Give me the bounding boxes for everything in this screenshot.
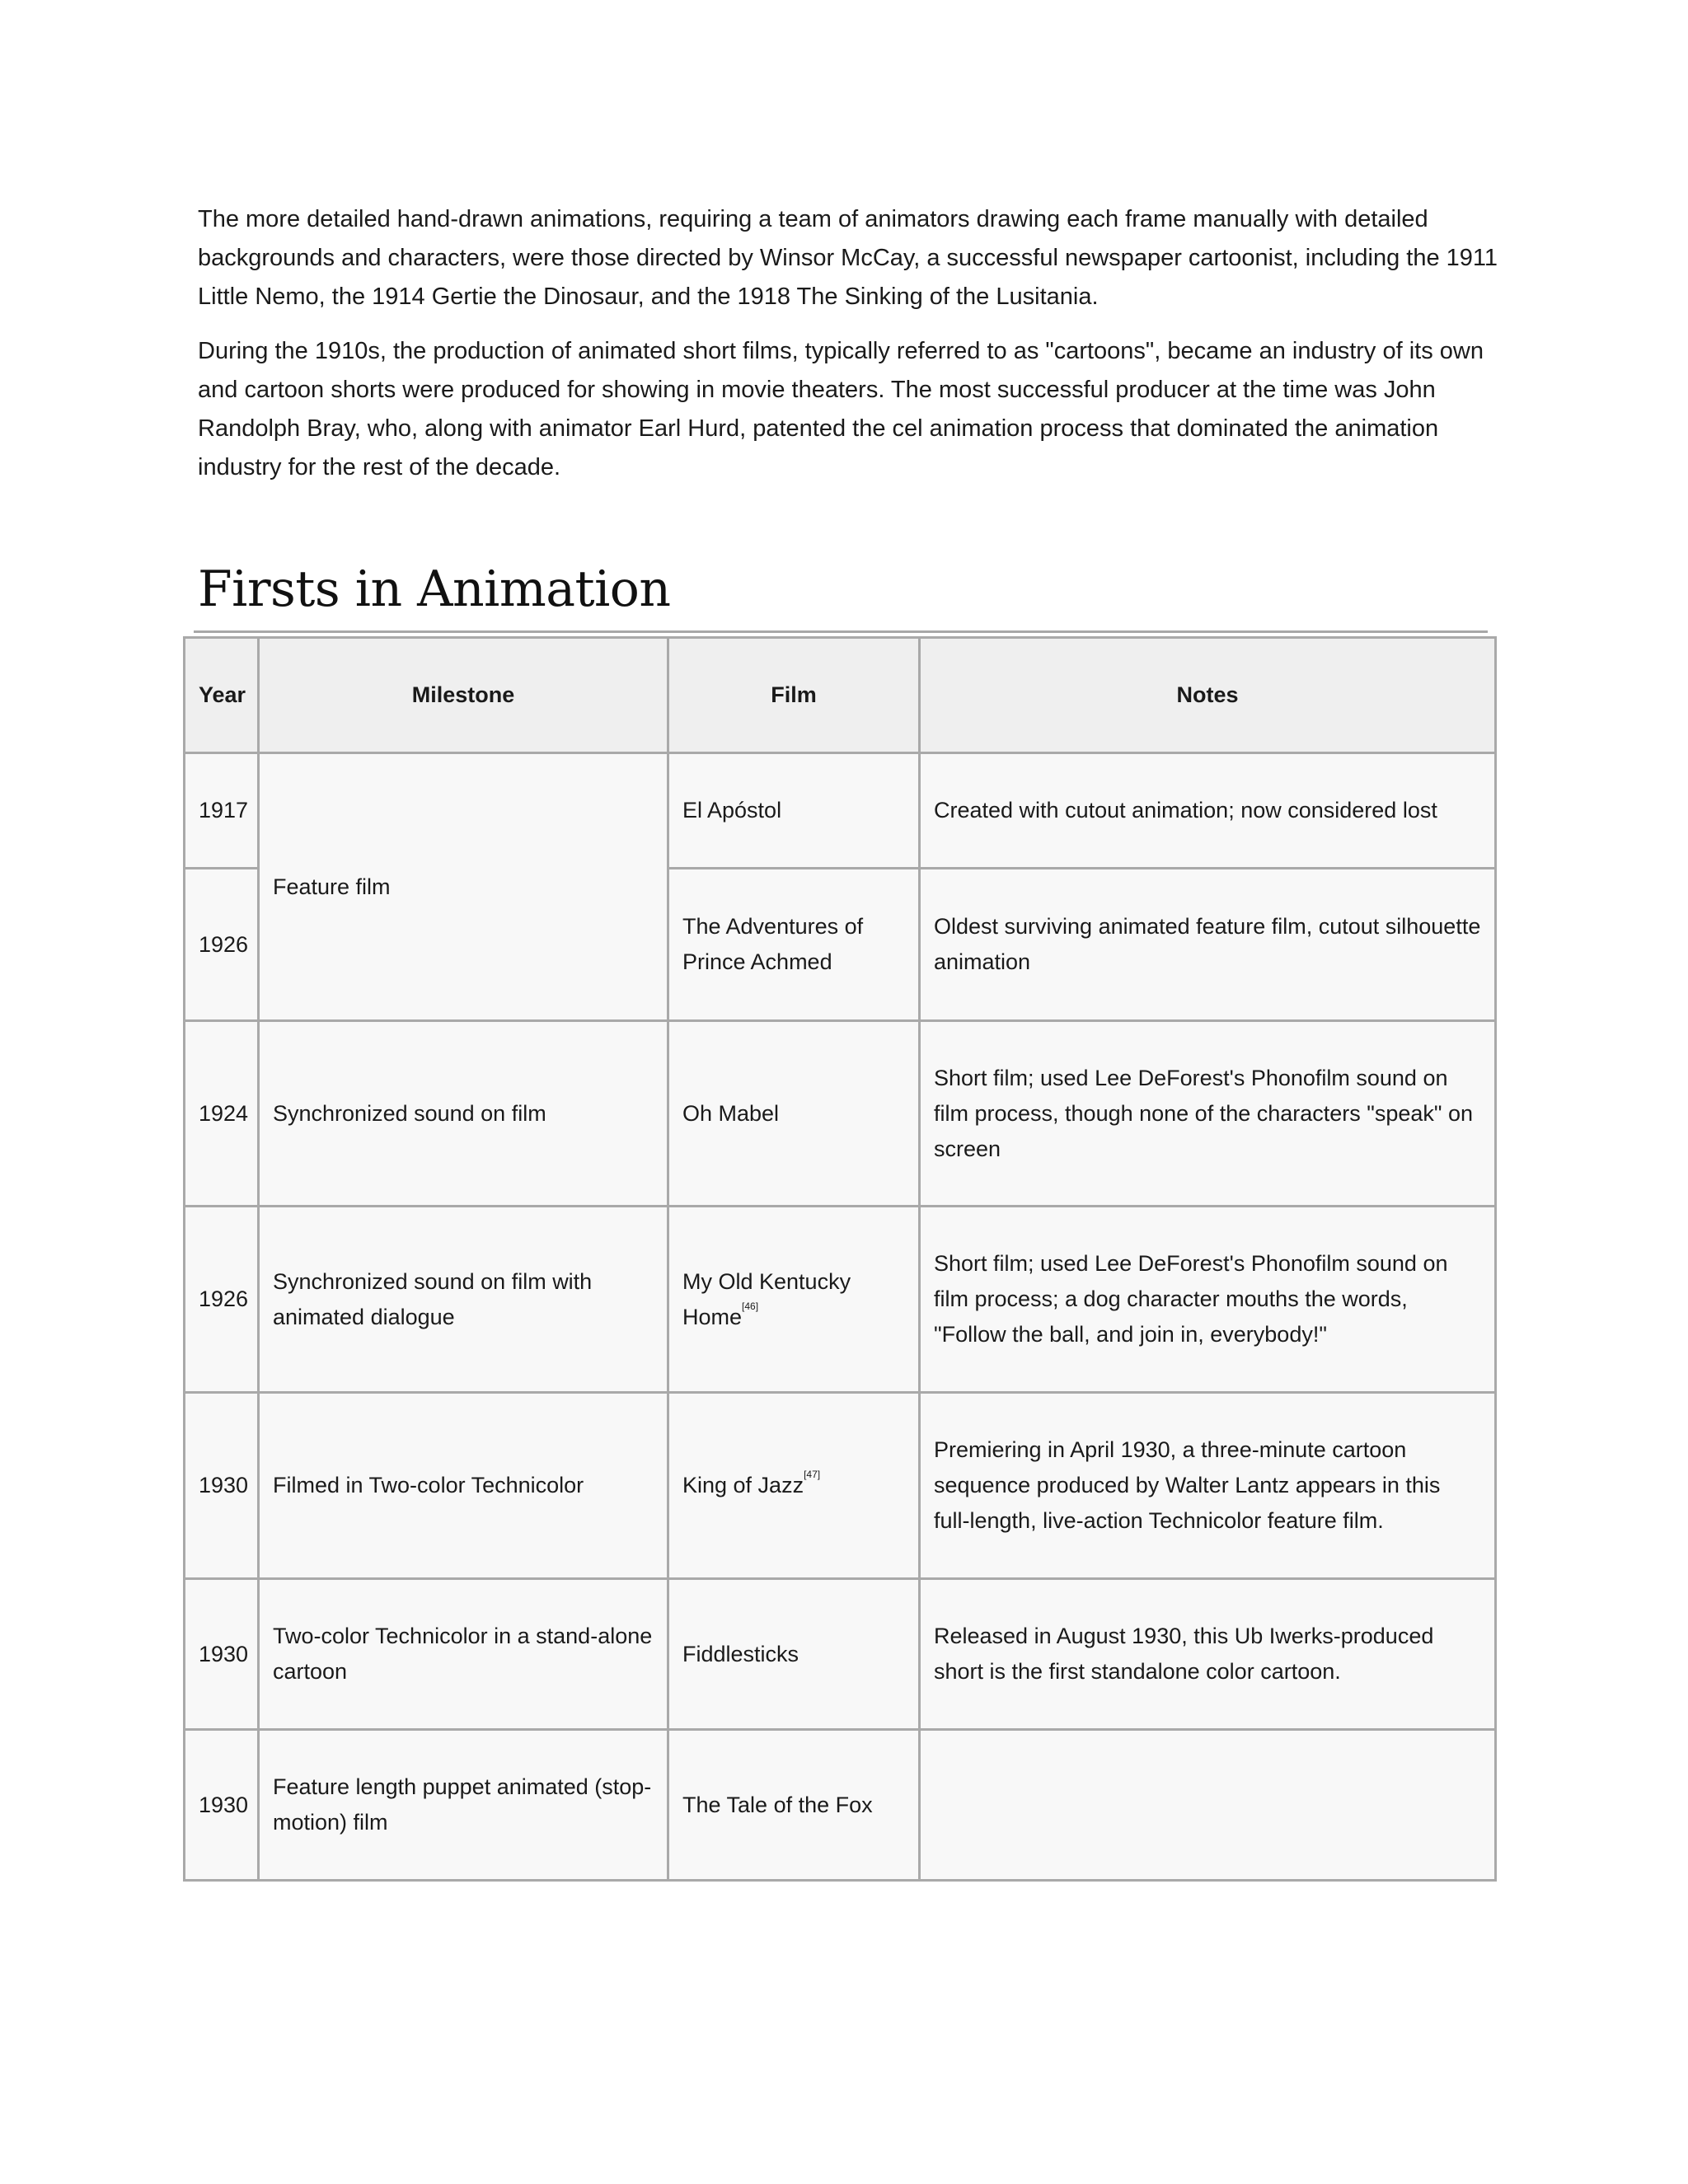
cell-milestone: Synchronized sound on film with animated dialogue [259,1207,668,1393]
header-film: Film [668,638,920,753]
cell-notes: Short film; used Lee DeForest's Phonofilm sound on film process, though none of the characters "speak" on screen [920,1021,1496,1207]
cell-year: 1926 [185,869,259,1021]
section-heading: Firsts in Animation [198,560,671,618]
cell-milestone: Feature length puppet animated (stop-motion) film [259,1730,668,1881]
cell-film [668,1207,920,1393]
cell-milestone: Feature film [259,753,668,1021]
header-year: Year [185,638,259,753]
firsts-table [183,636,1497,1882]
intro-paragraph-2: During the 1910s, the production of animated short films, typically referred to as "cartoons", became an industry of its own and cartoon shorts were produced for showing in movie theaters. The most successful producer at the time was John Randolph Bray, who, along with animator Earl Hurd, patented the cel animation process that dominated the animation industry for the rest of the decade. [198,338,1484,480]
table-row [185,1021,1496,1207]
table-row [185,1393,1496,1579]
table-row [185,1730,1496,1881]
cell-year: 1930 [185,1579,259,1730]
citation-ref[interactable]: [47] [804,1469,821,1480]
table-row [185,753,1496,869]
header-milestone: Milestone [259,638,668,753]
cell-milestone: Synchronized sound on film [259,1021,668,1207]
cell-year: 1924 [185,1021,259,1207]
header-notes: Notes [920,638,1496,753]
heading-divider [194,630,1488,633]
table-row [185,1207,1496,1393]
cell-year: 1930 [185,1393,259,1579]
cell-year: 1930 [185,1730,259,1881]
cell-film: The Adventures of Prince Achmed [668,869,920,1021]
cell-film [668,1393,920,1579]
table-header-row [185,638,1496,753]
cell-year: 1917 [185,753,259,869]
film-title: King of Jazz [682,1473,804,1497]
cell-notes [920,1730,1496,1881]
cell-film: Oh Mabel [668,1021,920,1207]
intro-paragraph-1: The more detailed hand-drawn animations, requiring a team of animators drawing each frame manually with detailed backgrounds and characters, were those directed by Winsor McCay, a successful newspaper cartoonist, including the 1911 Little Nemo, the 1914 Gertie the Dinosaur, and the 1918 The Sinking of the Lusitania. [198,206,1498,310]
cell-year: 1926 [185,1207,259,1393]
table-row [185,1579,1496,1730]
cell-film: Fiddlesticks [668,1579,920,1730]
film-title: My Old Kentucky Home [682,1268,851,1329]
cell-notes: Created with cutout animation; now considered lost [920,753,1496,869]
cell-notes: Premiering in April 1930, a three-minute cartoon sequence produced by Walter Lantz appears in this full-length, live-action Technicolor feature film. [920,1393,1496,1579]
cell-film: The Tale of the Fox [668,1730,920,1881]
cell-milestone: Filmed in Two-color Technicolor [259,1393,668,1579]
cell-milestone: Two-color Technicolor in a stand-alone cartoon [259,1579,668,1730]
cell-notes: Released in August 1930, this Ub Iwerks-produced short is the first standalone color cartoon. [920,1579,1496,1730]
cell-notes: Short film; used Lee DeForest's Phonofilm sound on film process; a dog character mouths the words, "Follow the ball, and join in, everybody!" [920,1207,1496,1393]
cell-film: El Apóstol [668,753,920,869]
citation-ref[interactable]: [46] [742,1300,759,1312]
cell-notes: Oldest surviving animated feature film, cutout silhouette animation [920,869,1496,1021]
